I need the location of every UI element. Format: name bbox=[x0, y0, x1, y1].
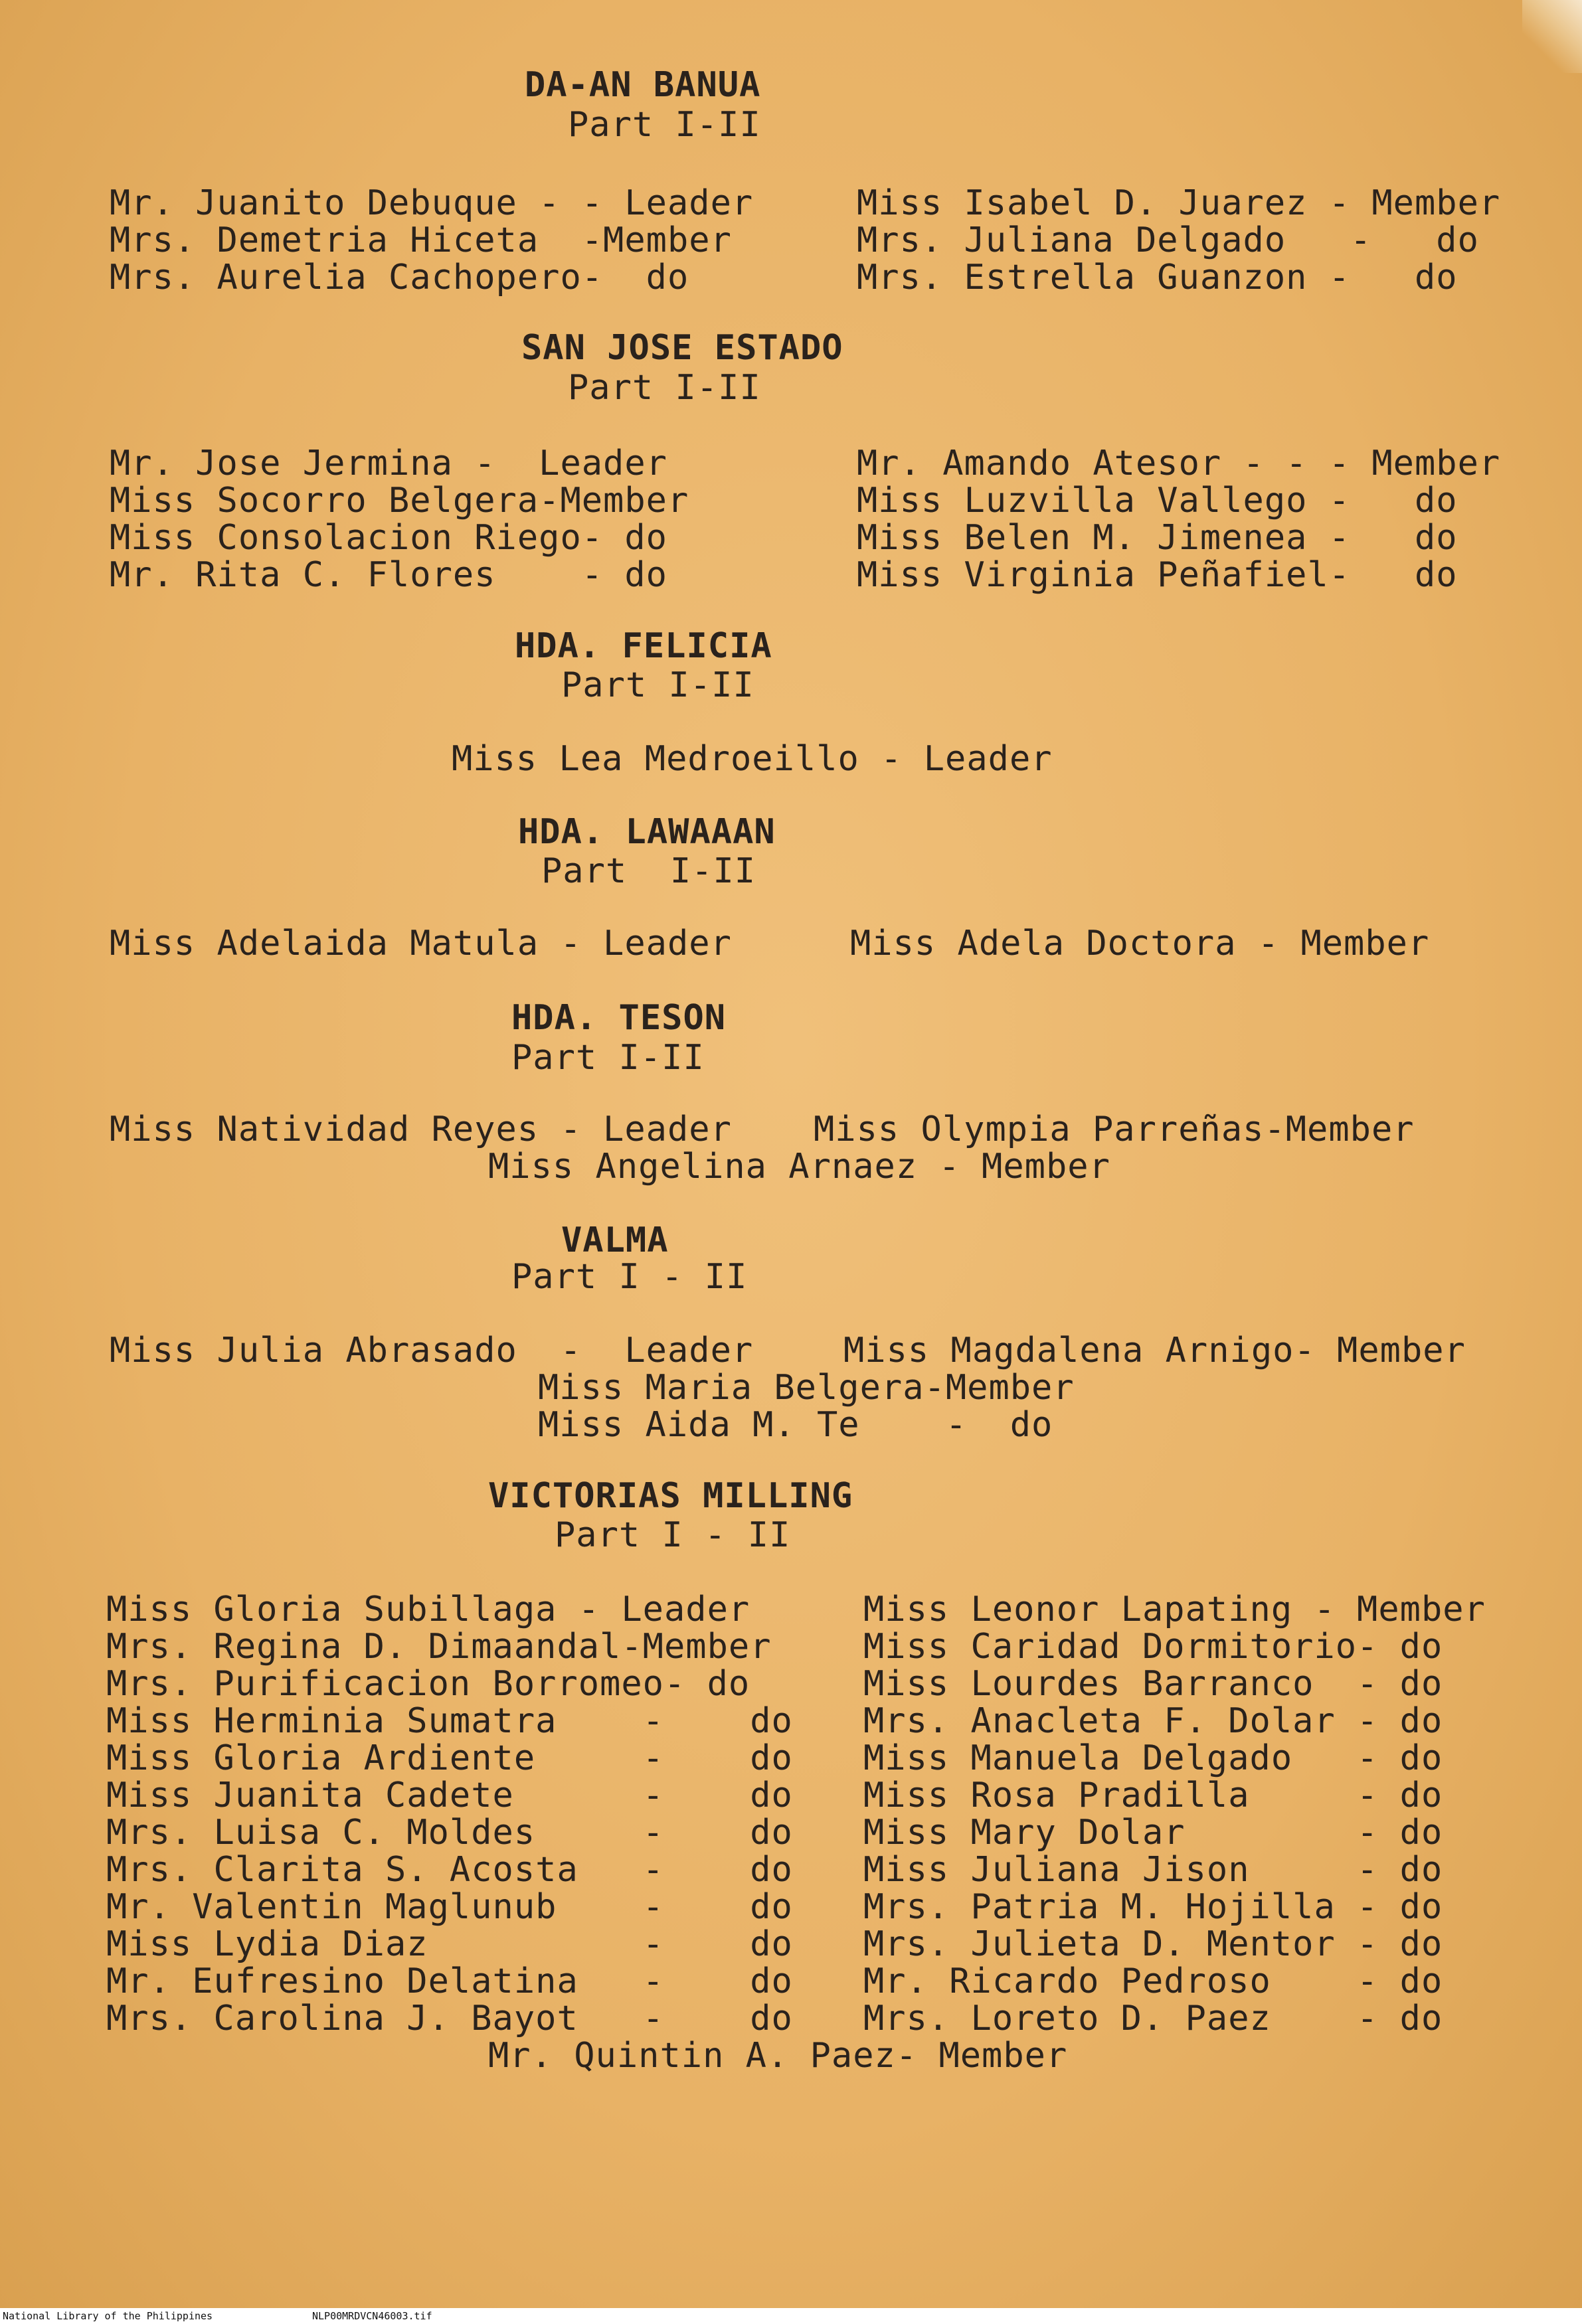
entry-left: Mrs. Regina D. Dimaandal-Member bbox=[106, 1627, 772, 1667]
page-corner-fold bbox=[1522, 0, 1582, 73]
entry-left: Miss Consolacion Riego- do bbox=[110, 518, 667, 558]
entry-left: Mr. Eufresino Delatina - do bbox=[106, 1961, 793, 2001]
entry-left: Mr. Jose Jermina - Leader bbox=[110, 444, 667, 483]
entry-center: Miss Angelina Arnaez - Member bbox=[488, 1147, 1110, 1187]
entry-left: Mrs. Aurelia Cachopero- do bbox=[110, 258, 689, 297]
entry-right: Mrs. Loreto D. Paez - do bbox=[863, 1999, 1443, 2038]
scan-footer bbox=[0, 2308, 1582, 2324]
entry-left: Miss Julia Abrasado - Leader bbox=[110, 1331, 754, 1370]
section-title-da-an-banua: DA-AN BANUA bbox=[525, 65, 761, 105]
entry-right: Miss Belen M. Jimenea - do bbox=[857, 518, 1458, 558]
entry-right: Miss Virginia Peñafiel- do bbox=[857, 555, 1458, 595]
entry-left: Mr. Juanito Debuque - - Leader bbox=[110, 183, 754, 223]
entry-left: Mrs. Purificacion Borromeo- do bbox=[106, 1664, 750, 1704]
entry-right: Miss Isabel D. Juarez - Member bbox=[857, 183, 1501, 223]
section-title-hda-felicia: HDA. FELICIA bbox=[515, 626, 772, 666]
entry-right: Miss Lourdes Barranco - do bbox=[863, 1664, 1443, 1704]
entry-right: Mr. Ricardo Pedroso - do bbox=[863, 1961, 1443, 2001]
entry-left: Mrs. Carolina J. Bayot - do bbox=[106, 1999, 793, 2038]
entry-right: Mr. Amando Atesor - - - Member bbox=[857, 444, 1501, 483]
entry-left: Mrs. Clarita S. Acosta - do bbox=[106, 1850, 793, 1890]
entry-center: Miss Lea Medroeillo - Leader bbox=[452, 739, 1053, 779]
entry-left: Mr. Rita C. Flores - do bbox=[110, 555, 667, 595]
entry-right: Miss Juliana Jison - do bbox=[863, 1850, 1443, 1890]
entry-right: Miss Manuela Delgado - do bbox=[863, 1738, 1443, 1778]
section-title-valma: VALMA bbox=[561, 1220, 669, 1260]
entry-left: Miss Juanita Cadete - do bbox=[106, 1776, 793, 1815]
entry-center: Miss Aida M. Te - do bbox=[538, 1405, 1053, 1445]
entry-right: Miss Magdalena Arnigo- Member bbox=[843, 1331, 1466, 1370]
entry-left: Miss Gloria Ardiente - do bbox=[106, 1738, 793, 1778]
section-title-san-jose-estado: SAN JOSE ESTADO bbox=[521, 328, 843, 368]
section-part-hda-lawaaan: Part I-II bbox=[541, 851, 756, 891]
entry-left: Miss Gloria Subillaga - Leader bbox=[106, 1590, 750, 1629]
section-title-hda-lawaaan: HDA. LAWAAAN bbox=[518, 812, 776, 852]
section-part-valma: Part I - II bbox=[511, 1257, 748, 1297]
section-part-san-jose-estado: Part I-II bbox=[568, 368, 761, 408]
entry-center: Miss Maria Belgera-Member bbox=[538, 1368, 1075, 1408]
entry-right: Mrs. Estrella Guanzon - do bbox=[857, 258, 1458, 297]
section-title-victorias-milling: VICTORIAS MILLING bbox=[488, 1476, 853, 1516]
entry-left: Mrs. Luisa C. Moldes - do bbox=[106, 1813, 793, 1853]
entry-right: Miss Mary Dolar - do bbox=[863, 1813, 1443, 1853]
section-title-hda-teson: HDA. TESON bbox=[511, 998, 727, 1038]
entry-center: Mr. Quintin A. Paez- Member bbox=[488, 2036, 1068, 2076]
section-part-victorias-milling: Part I - II bbox=[555, 1515, 791, 1555]
entry-left: Mrs. Demetria Hiceta -Member bbox=[110, 220, 732, 260]
entry-right: Miss Leonor Lapating - Member bbox=[863, 1590, 1486, 1629]
entry-left: Miss Socorro Belgera-Member bbox=[110, 481, 689, 521]
entry-right: Miss Luzvilla Vallego - do bbox=[857, 481, 1458, 521]
entry-left: Miss Lydia Diaz - do bbox=[106, 1924, 793, 1964]
entry-right: Mrs. Julieta D. Mentor - do bbox=[863, 1924, 1443, 1964]
entry-right: Miss Rosa Pradilla - do bbox=[863, 1776, 1443, 1815]
entry-right: Miss Caridad Dormitorio- do bbox=[863, 1627, 1443, 1667]
entry-right: Mrs. Juliana Delgado - do bbox=[857, 220, 1479, 260]
section-part-da-an-banua: Part I-II bbox=[568, 105, 761, 145]
section-part-hda-felicia: Part I-II bbox=[561, 665, 754, 705]
entry-left: Miss Natividad Reyes - Leader bbox=[110, 1110, 732, 1149]
entry-left: Miss Herminia Sumatra - do bbox=[106, 1701, 793, 1741]
entry-right: Mrs. Anacleta F. Dolar - do bbox=[863, 1701, 1443, 1741]
entry-right: Miss Adela Doctora - Member bbox=[850, 924, 1430, 963]
entry-right: Miss Olympia Parreñas-Member bbox=[814, 1110, 1415, 1149]
entry-left: Mr. Valentin Maglunub - do bbox=[106, 1887, 793, 1927]
section-part-hda-teson: Part I-II bbox=[511, 1038, 705, 1078]
footer-filename: NLP00MRDVCN46003.tif bbox=[312, 2310, 432, 2322]
entry-left: Miss Adelaida Matula - Leader bbox=[110, 924, 732, 963]
footer-library: National Library of the Philippines bbox=[3, 2310, 213, 2322]
entry-right: Mrs. Patria M. Hojilla - do bbox=[863, 1887, 1443, 1927]
